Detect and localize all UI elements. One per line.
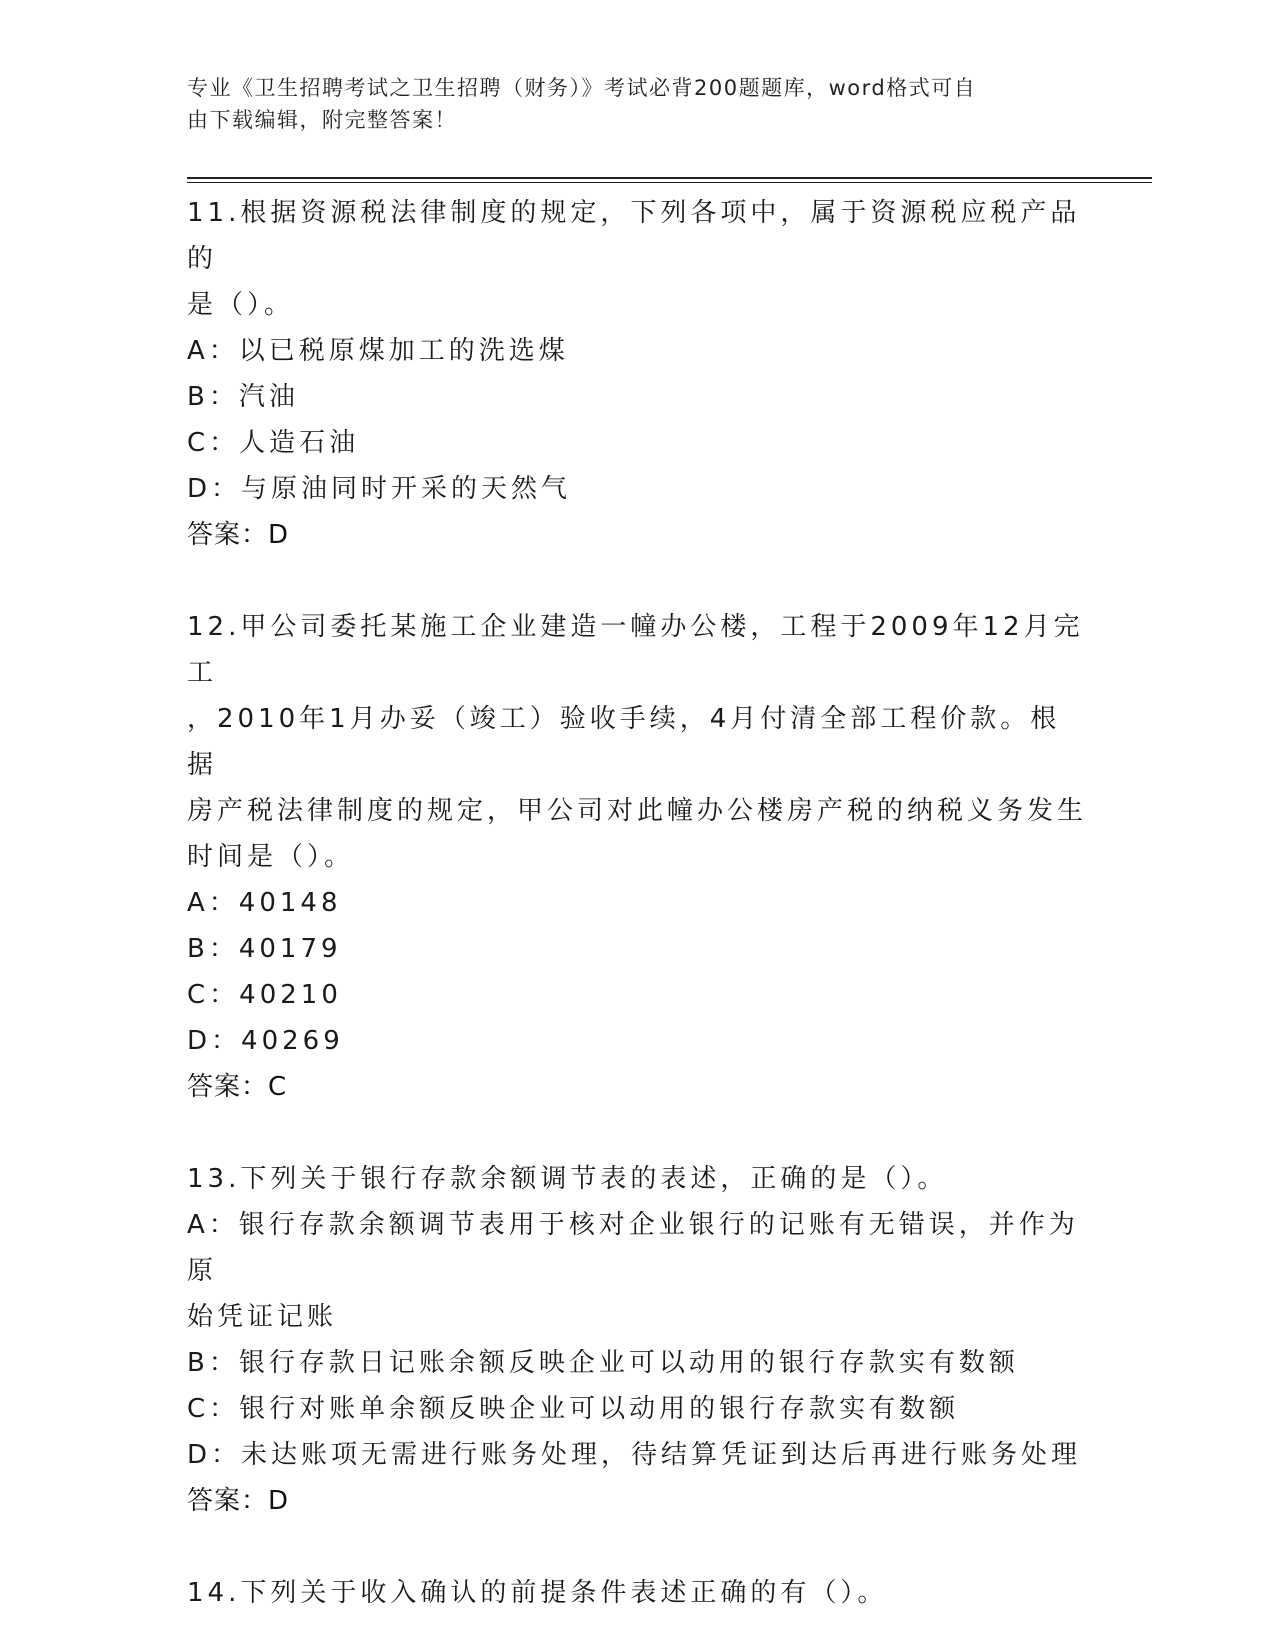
option-b: B：银行存款日记账余额反映企业可以动用的银行存款实有数额	[187, 1348, 1019, 1378]
question-14	[187, 1570, 1087, 1616]
answer-line: 答案：C	[187, 1072, 288, 1102]
spacer	[187, 558, 1087, 604]
option-c: C：人造石油	[187, 428, 360, 458]
option-b: B：40179	[187, 934, 342, 964]
header-rule-thick	[187, 177, 1152, 179]
question-11	[187, 190, 1087, 558]
question-text-line: 14.下列关于收入确认的前提条件表述正确的有（）。	[187, 1578, 888, 1608]
question-text-line: 时间是（）。	[187, 842, 355, 872]
option-a: A：40148	[187, 888, 342, 918]
question-12	[187, 604, 1087, 1110]
option-d: D：40269	[187, 1026, 344, 1056]
question-text-line: 13.下列关于银行存款余额调节表的表述，正确的是（）。	[187, 1164, 948, 1194]
option-a: A：以已税原煤加工的洗选煤	[187, 336, 569, 366]
answer-line: 答案：D	[187, 520, 290, 550]
option-a: A：银行存款余额调节表用于核对企业银行的记账有无错误，并作为原	[187, 1210, 1079, 1286]
header-rule-thin	[187, 182, 1152, 183]
header-line-2: 由下载编辑，附完整答案！	[187, 108, 457, 132]
answer-line: 答案：D	[187, 1486, 290, 1516]
spacer	[187, 1110, 1087, 1156]
option-c: C：40210	[187, 980, 342, 1010]
question-text-line: 11.根据资源税法律制度的规定，下列各项中，属于资源税应税产品的	[187, 198, 1081, 274]
spacer	[187, 1524, 1087, 1570]
question-list	[187, 190, 1087, 1616]
header-line-1: 专业《卫生招聘考试之卫生招聘（财务）》考试必背200题题库，word格式可自	[187, 76, 977, 100]
question-text-line: 12.甲公司委托某施工企业建造一幢办公楼，工程于2009年12月完工	[187, 612, 1084, 688]
option-c: C：银行对账单余额反映企业可以动用的银行存款实有数额	[187, 1394, 960, 1424]
document-header	[187, 72, 1067, 136]
question-text-line: ，2010年1月办妥（竣工）验收手续，4月付清全部工程价款。根据	[187, 704, 1061, 780]
question-text-line: 房产税法律制度的规定，甲公司对此幢办公楼房产税的纳税义务发生	[187, 796, 1088, 826]
option-a-continued: 始凭证记账	[187, 1302, 338, 1332]
option-d: D：与原油同时开采的天然气	[187, 474, 572, 504]
option-b: B：汽油	[187, 382, 299, 412]
question-13	[187, 1156, 1087, 1524]
option-d: D：未达账项无需进行账务处理，待结算凭证到达后再进行账务处理	[187, 1440, 1082, 1470]
question-text-line: 是（）。	[187, 290, 295, 320]
